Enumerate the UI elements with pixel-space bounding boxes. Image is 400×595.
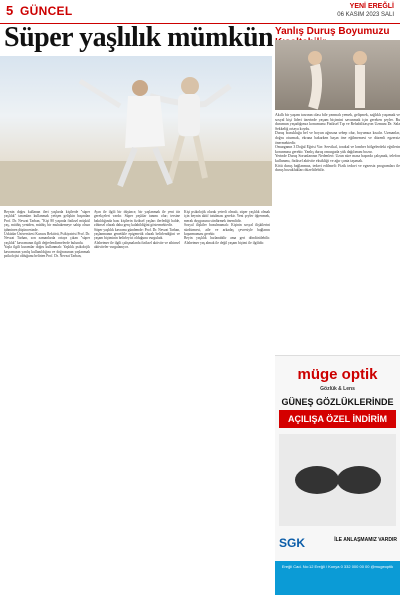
section-title: GÜNCEL — [20, 4, 73, 18]
side-p3: Omurganın 3 Doğal Eğrisi Var: Servikal, torakal ve lomber bölgelerdeki eğrilerin korunması gerekir. Yanlış duruş omurgada yük dağılımını bozar. — [275, 145, 400, 154]
col1-p1: Beynin doğru kullanan ileri yaşlarda kişilerde "süper yaşlılık" tanımları kullanmak yetişen gelişkin başından Prof. Dr. Nevzat Tarhan, "Kişi 80 yaşında fiziksel müşkül yaş, müthiş yeniden, müthiş bir muhakemeye sahip olsun tahminen düşüncesinde. — [4, 210, 90, 232]
issue-date: 06 KASIM 2023 SALI — [337, 12, 394, 18]
posture-illustration — [275, 40, 400, 110]
side-p2: Duruş bozukluğu bel ve boyun ağrısına sebep olur, boyumuz kısalır. Uzmanlar, doğru oturmak, ekrana bakarken başın öne eğilmemesi ve düzenli egzersiz önermektedir. — [275, 131, 400, 145]
sunglasses-icon — [279, 434, 396, 526]
side-article-title: Yanlış Duruş Boyumuzu — [275, 26, 390, 37]
col1-p2: Üsküdar Üniversitesi Kurucu Rektörü, Psikiyatrist Prof. Dr. Nevzat Tarhan, son zamanlarda ortaya çıkan "süper yaşlılık" kavramının ilgili değerlendirmelerde bulundu. — [4, 232, 90, 245]
sgk-logo: SGK — [279, 536, 306, 550]
main-photo — [0, 56, 272, 206]
ad-promo-banner: AÇILIŞA ÖZEL İNDİRİM — [279, 410, 396, 428]
side-p4: Yerinde Duruş Sorunlarının Nedenleri: Uzun süre masa başında çalışmak, telefon kullanımı, fiziksel aktivite eksikliği ve ağır çanta taşımak. — [275, 154, 400, 163]
ad-headline: GÜNEŞ GÖZLÜKLERİNDE — [281, 397, 394, 407]
ad-subtitle: Gözlük & Lens — [320, 386, 355, 392]
col3-p1: Kişi psikolojik olarak yeterli olmalı, süper yaşlılık olmak için beynin aktif tutulması gerekir. Yeni şeyler öğrenmek, merak duygusunu sürdürmek önemlidir. — [184, 210, 270, 223]
col3-p3: Beyin yaşlılık hızlanabilir ama geri döndürülebilir. Alzheimer yaş almak ile değil yaşam biçimi ile ilgilidir. — [184, 236, 270, 245]
paper-name: YENİ EREĞLİ — [349, 3, 394, 10]
side-p5: Kötü duruş bağlanmaz, tedavi edilmeli: Fizik tedavi ve egzersiz programları ile duruş bozuklukları düzeltilebilir. — [275, 163, 400, 173]
paper-masthead — [337, 3, 394, 19]
article-column-1 — [4, 210, 90, 590]
side-article-photo — [275, 40, 400, 110]
col2-p2: Süper yaşlılık kavramı gündemde: Prof. Dr. Nevzat Tarhan, yaşlanmanın genetikle epigenetik olarak belirlendiğini ve yaşam biçiminin belirleyici olduğunu vurguladı. — [94, 227, 180, 241]
col2-p3: Alzheimer ile ilgili çalışmalarda fiziksel aktivite ve zihinsel aktiviteler vurgulanıyor. — [94, 240, 180, 250]
col2-p1: Ayın ile ilgili bir düşünce, bir yaşlanmak ile yeni tür gerekçeleri vardır. Süper yaşlılar tanımı olur; tersine bakıldığında bazı kişilerin fiziksel yaşları ilerlediği halde, zihinsel olarak daha genç kalabildiğini göstermektedir. — [94, 210, 180, 228]
ad-sunglasses-image — [279, 434, 396, 526]
dancing-couple-illustration — [0, 56, 272, 206]
page-header — [0, 0, 400, 24]
col3-p2: Sosyal ilişkiler bozulmamalı: Kişinin sosyal ilişkilerini sürdürmesi, aile ve arkadaş çevresiyle bağlarını koparmaması gerekir. — [184, 223, 270, 237]
side-article-text — [275, 113, 400, 353]
side-p1: Akıllı bir yaşam tarzının olası bile yanmalı yemek, gelişmek, sağlıklı yaşamak ve sosyal kişi lideri üzerinde yaşam biçimini savunmak için gereken şeyler. Bu durumun yaşadığımız konumunu Fiziksel Tıp ve Rehabilitasyon Uzmanı Dr. Sala Sekkeliğ ortaya koydu. — [275, 113, 400, 131]
page-number: 5 — [6, 3, 14, 18]
col1-p3: Yaşla ilgili kuramlar doğru kullanmalı: Yaşlılık psikolojik kavramının yanlış kullanıldığını ve doğrusunun yaşlanmak psikolojisi olduğunu belirten Prof. Dr. Nevzat Tarhan, — [4, 245, 90, 259]
article-column-2 — [94, 210, 180, 590]
main-headline: Süper yaşlılık mümkün — [4, 22, 274, 53]
ad-brand: müge optik — [297, 366, 378, 383]
article-column-3 — [184, 210, 270, 590]
ad-agreement-text: İLE ANLAŞMAMIZ VARDIR — [334, 537, 397, 543]
optician-advertisement — [275, 355, 400, 594]
ad-footer: Ereğli Cad. No:12 Ereğli / Konya 0 332 000 00 00 @mugeoptik — [275, 561, 400, 595]
